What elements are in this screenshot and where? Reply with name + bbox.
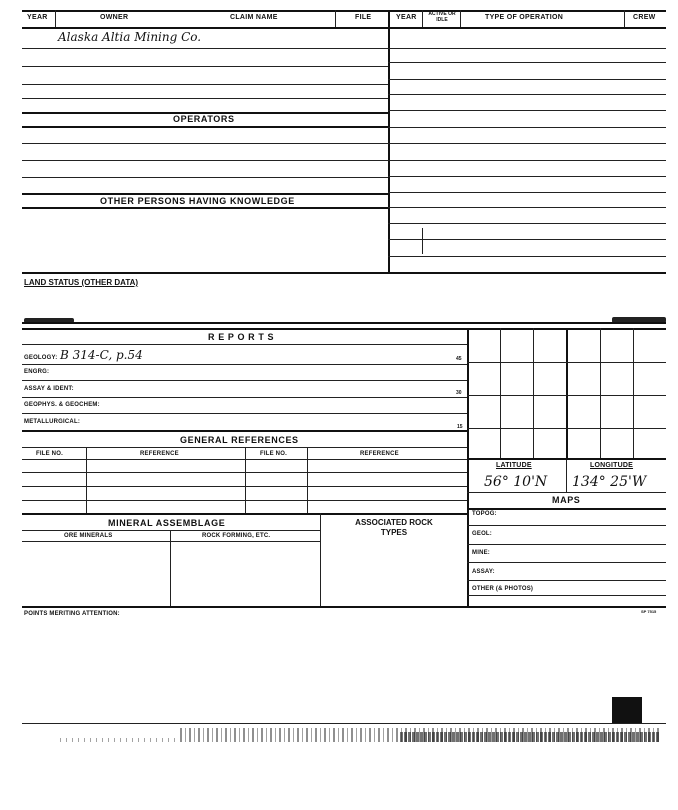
header-type-of-operation: TYPE OF OPERATION xyxy=(485,14,564,21)
metallurgical-num: 15 xyxy=(457,424,463,430)
geology-label: GEOLOGY: xyxy=(24,355,58,361)
operators-label: OPERATORS xyxy=(173,114,235,124)
header-owner: OWNER xyxy=(100,14,129,21)
maps-assay: ASSAY: xyxy=(472,569,495,575)
ref-col-reference-2: REFERENCE xyxy=(360,451,399,457)
general-references-title: GENERAL REFERENCES xyxy=(180,435,299,445)
ref-col-file-no: FILE NO. xyxy=(36,451,63,457)
assay-ident-label: ASSAY & IDENT: xyxy=(24,386,74,392)
header-active-idle: ACTIVE OR IDLE xyxy=(428,11,456,23)
geology-num: 45 xyxy=(456,356,462,362)
header-file: FILE xyxy=(355,14,372,21)
header-crew: CREW xyxy=(633,14,656,21)
maps-topog: TOPOG: xyxy=(472,511,497,517)
maps-mine: MINE: xyxy=(472,550,490,556)
maps-geol: GEOL: xyxy=(472,531,492,537)
associated-rock-types: ASSOCIATED ROCK TYPES xyxy=(355,518,433,537)
header-year: YEAR xyxy=(27,14,48,21)
maps-other: OTHER (& PHOTOS) xyxy=(472,586,534,592)
engrg-label: ENGRG: xyxy=(24,369,50,375)
ref-col-file-no-2: FILE NO. xyxy=(260,451,287,457)
longitude-label: LONGITUDE xyxy=(590,462,634,469)
reports-title: R E P O R T S xyxy=(208,332,275,342)
header-year-right: YEAR xyxy=(396,14,417,21)
assay-num: 30 xyxy=(456,390,462,396)
maps-title: MAPS xyxy=(552,495,581,505)
ore-minerals-label: ORE MINERALS xyxy=(64,533,113,539)
metallurgical-label: METALLURGICAL: xyxy=(24,419,81,425)
mineral-assemblage-title: MINERAL ASSEMBLAGE xyxy=(108,518,226,528)
ref-col-reference: REFERENCE xyxy=(140,451,179,457)
rock-forming-label: ROCK FORMING, ETC. xyxy=(202,533,271,539)
geophys-geochem-label: GEOPHYS. & GEOCHEM: xyxy=(24,402,100,408)
points-meriting-attention: POINTS MERITING ATTENTION: xyxy=(24,611,120,617)
land-status-label: LAND STATUS (OTHER DATA) xyxy=(24,278,139,287)
latitude-value: 56° 10'N xyxy=(484,474,548,490)
owner-entry: Alaska Altia Mining Co. xyxy=(58,30,202,44)
latitude-label: LATITUDE xyxy=(496,462,532,469)
other-persons-label: OTHER PERSONS HAVING KNOWLEDGE xyxy=(100,196,295,206)
header-claim-name: CLAIM NAME xyxy=(230,14,278,21)
geology-value: B 314-C, p.54 xyxy=(60,348,143,362)
longitude-value: 134° 25'W xyxy=(572,474,647,490)
form-code: SP 7515 xyxy=(641,609,657,614)
